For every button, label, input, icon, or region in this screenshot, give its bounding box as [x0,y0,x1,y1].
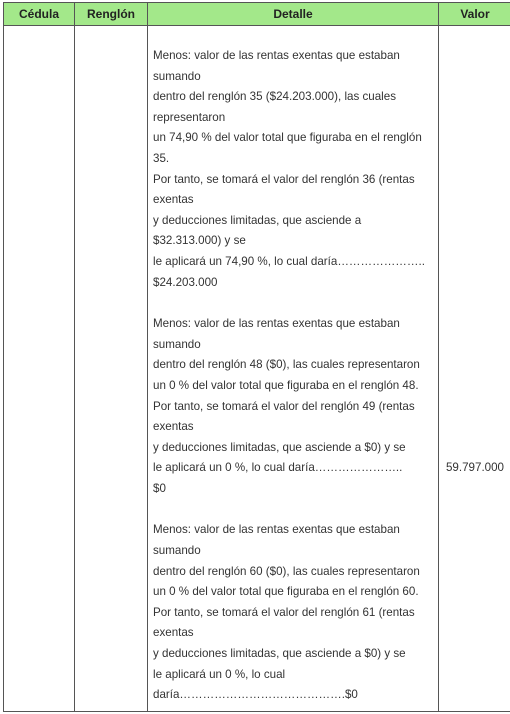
detalle-line: daría…………………………………….$0 [153,688,358,702]
cedula-cell [4,26,75,712]
detalle-line: Por tanto, se tomará el valor del renglón 49 (rentas [153,399,415,413]
detalle-line: y deducciones limitadas, que asciende a [153,213,362,227]
detalle-line: Por tanto, se tomará el valor del renglón 61 (rentas [153,605,415,619]
detalle-line: Por tanto, se tomará el valor del renglón 36 (rentas [153,172,415,186]
detalle-line: un 0 % del valor total que figuraba en el renglón 48. [153,378,419,392]
table-header-row [4,3,510,26]
detalle-line: $24.203.000 [153,275,218,289]
header-renglon: Renglón [75,3,148,26]
header-detalle: Detalle [148,3,439,26]
valor-amount: 59.797.000 [445,461,505,474]
detalle-paragraph [153,314,434,499]
detalle-line: y deducciones limitadas, que asciende a $0) y se [153,440,406,454]
valor-cell [439,26,510,712]
detalle-line: exentas [153,626,194,640]
detalle-line: le aplicará un 74,90 %, lo cual daría………………….. [153,254,425,268]
detalle-line: representaron [153,110,226,124]
detalle-line: $32.313.000) y se [153,234,246,248]
header-cedula: Cédula [4,3,75,26]
detalle-line: sumando [153,337,201,351]
header-valor: Valor [439,3,510,26]
detalle-line: exentas [153,420,194,434]
table-row [4,26,510,712]
detalle-line: y deducciones limitadas, que asciende a $0) y se [153,647,406,661]
detalle-line: dentro del renglón 60 ($0), las cuales representaron [153,564,420,578]
detalle-paragraph [153,46,434,293]
detalle-text [148,26,438,706]
detalle-line: le aplicará un 0 %, lo cual daría………………….. [153,461,403,475]
detalle-cell [148,26,439,712]
detalle-line: le aplicará un 0 %, lo cual [153,667,286,681]
detalle-line: sumando [153,544,201,558]
detalle-paragraph [153,520,434,705]
detalle-line: un 74,90 % del valor total que figuraba en el renglón [153,131,422,145]
detalle-line: sumando [153,69,201,83]
rentas-exentas-table [3,2,510,712]
detalle-line: dentro del renglón 35 ($24.203.000), las cuales [153,90,396,104]
detalle-line: $0 [153,481,166,495]
detalle-line: un 0 % del valor total que figuraba en el renglón 60. [153,585,419,599]
detalle-line: dentro del renglón 48 ($0), las cuales representaron [153,358,420,372]
renglon-cell [75,26,148,712]
detalle-line: Menos: valor de las rentas exentas que estaban [153,49,400,62]
detalle-line: Menos: valor de las rentas exentas que estaban [153,317,400,331]
detalle-line: 35. [153,151,170,165]
detalle-line: Menos: valor de las rentas exentas que estaban [153,523,400,537]
detalle-line: exentas [153,193,194,207]
